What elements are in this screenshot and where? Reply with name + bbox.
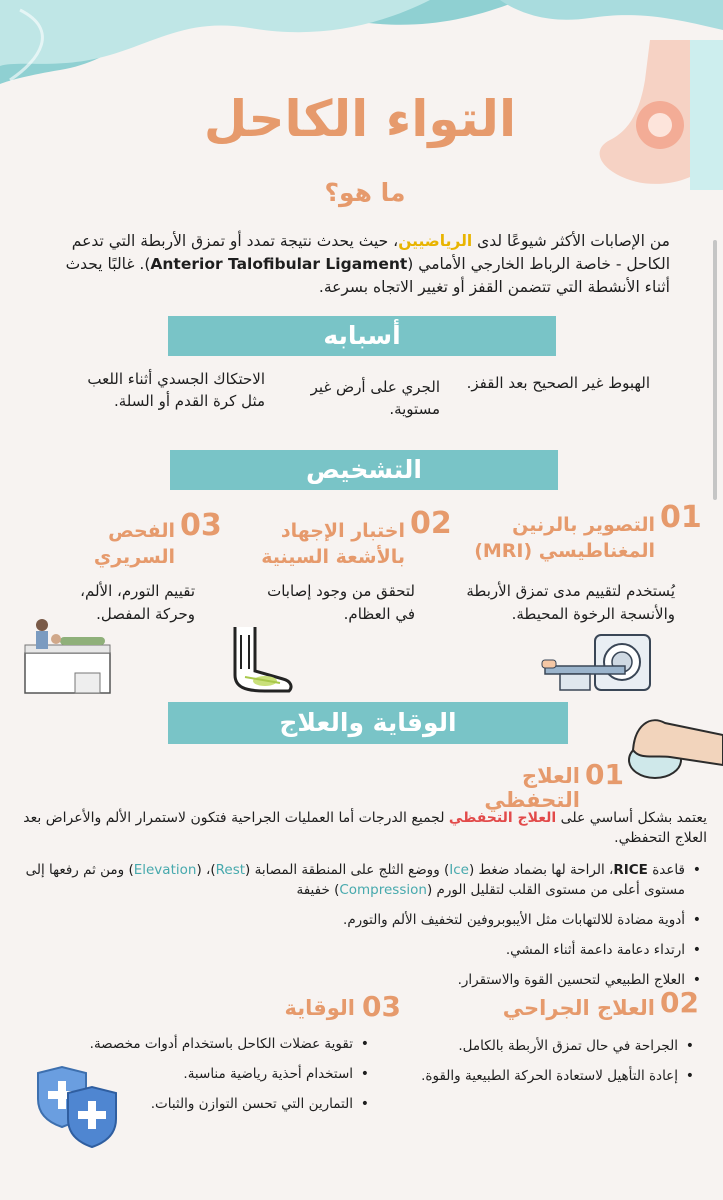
- diagnosis-text: تقييم التورم، الألم، وحركة المفصل.: [80, 582, 195, 623]
- surgical-list: [415, 1036, 700, 1096]
- list-item: • قاعدة RICE، الراحة لها بضماد ضغط (Ice) ووضع الثلج على المنطقة المصابة (Rest)، (Elevation) ومن ثم رفعها إلى مستوى أعلى من مستوى القلب لتقليل الورم (Compression) خفيفة: [22, 860, 685, 900]
- cause-item: الاحتكاك الجسدي أثناء اللعب مثل كرة القدم أو السلة.: [87, 370, 265, 410]
- list-item: • استخدام أحذية رياضية مناسبة.: [30, 1064, 353, 1084]
- diagnosis-heading-bar: التشخيص: [170, 450, 558, 490]
- diagnosis-number: 03: [180, 508, 222, 543]
- treatment-heading-bar: الوقاية والعلاج: [168, 702, 568, 744]
- diagnosis-text: لتحقق من وجود إصابات في العظام.: [267, 582, 415, 623]
- injured-foot-illustration: [590, 40, 723, 190]
- clinical-exam-icon: [20, 615, 115, 695]
- conservative-highlight: العلاج التحفظي: [448, 810, 557, 826]
- list-item: • أدوية مضادة للالتهابات مثل الأيبوبروفين لتخفيف الألم والتورم.: [22, 910, 685, 930]
- prevention-title: الوقاية: [284, 996, 355, 1020]
- intro-paragraph: من الإصابات الأكثر شيوعًا لدى الرياضيين، حيث يحدث نتيجة تمدد أو تمزق الأربطة التي تدعم الكاحل - خاصة الرباط الخارجي الأمامي (Anterior Talofibular Ligament). غالبًا يحدث أثناء الأنشطة التي تتضمن القفز أو تغيير الاتجاه بسرعة.: [65, 232, 670, 296]
- xray-foot-icon: [225, 625, 295, 695]
- cause-item: الهبوط غير الصحيح بعد القفز.: [466, 374, 650, 392]
- shield-icon: [30, 1065, 120, 1150]
- conservative-intro: يعتمد بشكل أساسي على العلاج التحفظي لجميع الدرجات أما العمليات الجراحية فتكون لاستمرار الألم والأعراض بعد العلاج التحفظي.: [23, 810, 707, 846]
- diagnosis-number: 01: [660, 500, 702, 535]
- ligament-name: Anterior Talofibular Ligament: [150, 255, 408, 273]
- conservative-list: [22, 860, 707, 1000]
- diagnosis-title: التصوير بالرنين المغناطيسي (MRI): [474, 514, 655, 562]
- list-item: • تقوية عضلات الكاحل باستخدام أدوات مخصصة.: [30, 1034, 353, 1054]
- what-is-heading: ما هو؟: [324, 178, 406, 207]
- page-title: التواء الكاحل: [203, 90, 517, 148]
- causes-heading-bar: أسبابه: [168, 316, 556, 356]
- surgical-number: 02: [660, 986, 699, 1019]
- list-item: • الجراحة في حال تمزق الأربطة بالكامل.: [415, 1036, 678, 1056]
- list-item: • التمارين التي تحسن التوازن والثبات.: [30, 1094, 353, 1114]
- cause-item: الجري على أرض غير مستوية.: [310, 378, 440, 418]
- list-item: • ارتداء دعامة داعمة أثناء المشي.: [22, 940, 685, 960]
- list-item: • إعادة التأهيل لاستعادة الحركة الطبيعية والقوة.: [415, 1066, 678, 1086]
- diagnosis-text: يُستخدم لتقييم مدى تمزق الأربطة والأنسجة الرخوة المحيطة.: [466, 582, 675, 623]
- mri-machine-icon: [540, 630, 655, 695]
- athletes-highlight: الرياضيين: [398, 232, 473, 250]
- diagnosis-title: الفحص السريري: [93, 520, 175, 568]
- diagnosis-title: اختبار الإجهاد بالأشعة السينية: [261, 520, 405, 568]
- prevention-number: 03: [362, 990, 401, 1023]
- conservative-title: العلاج التحفظي: [484, 764, 580, 812]
- surgical-title: العلاج الجراحي: [502, 996, 655, 1020]
- conservative-number: 01: [585, 758, 624, 791]
- scrollbar-thumb[interactable]: [713, 240, 717, 500]
- foot-on-pillow-icon: [625, 705, 723, 785]
- diagnosis-number: 02: [410, 506, 452, 541]
- list-item: • العلاج الطبيعي لتحسين القوة والاستقرار.: [22, 970, 685, 990]
